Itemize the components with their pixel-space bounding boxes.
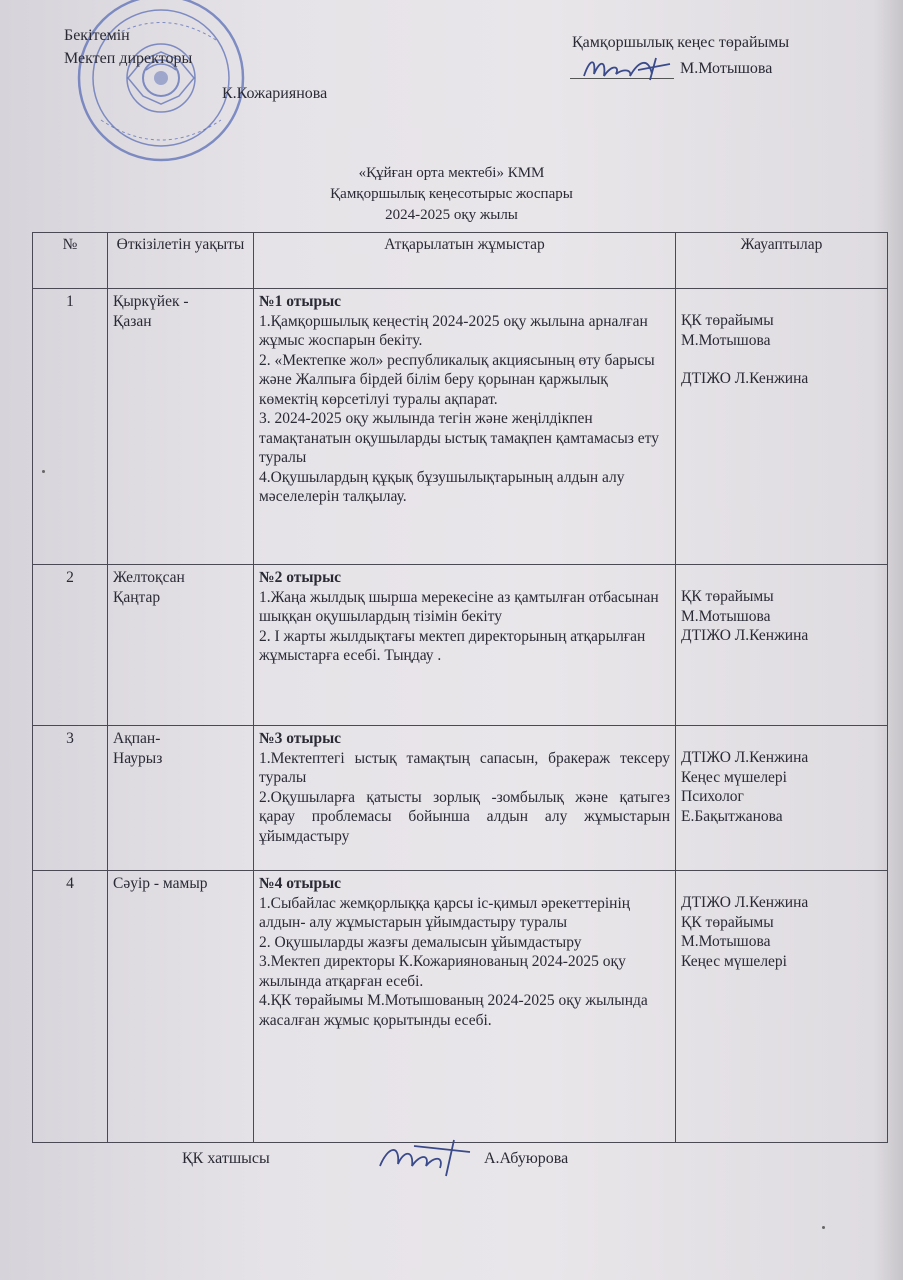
row-number: 4 xyxy=(33,871,108,1143)
secretary-signature-icon xyxy=(374,1136,478,1180)
responsible-line: ҚК төрайымы xyxy=(681,913,774,931)
title-line-3: 2024-2025 оқу жылы xyxy=(385,207,518,223)
row-time xyxy=(108,726,254,871)
secretary-name: А.Абуюрова xyxy=(484,1150,569,1167)
approval-block xyxy=(64,24,328,102)
paper-speck xyxy=(822,1226,825,1229)
time-line: Қаңтар xyxy=(113,588,161,606)
title-line-2: Қамқоршылық кеңесотырыс жоспары xyxy=(330,186,573,202)
council-chair-signature-icon xyxy=(580,50,676,86)
responsible-line: Кеңес мүшелері xyxy=(681,768,787,786)
work-item: 3.Мектеп директоры К.Кожарияновaның 2024-2025 оқу жылында атқарған есебі. xyxy=(259,953,626,990)
council-chair-name: М.Мотышова xyxy=(680,60,773,77)
work-item: 2. І жарты жылдықтағы мектеп директорының атқарылған жұмыстарға есебі. Тыңдау . xyxy=(259,627,646,664)
responsible-line xyxy=(681,350,882,369)
row-number: 1 xyxy=(33,289,108,565)
time-line: Қазан xyxy=(113,312,152,330)
time-line: Қыркүйек - xyxy=(113,293,189,310)
responsible-line: ДТІЖО Л.Кенжина xyxy=(681,749,809,766)
session-title: №4 отырыс xyxy=(259,875,342,892)
row-responsible xyxy=(676,289,888,565)
header-time: Өткізілетін уақыты xyxy=(108,233,254,289)
session-title: №2 отырыс xyxy=(259,569,342,586)
row-time xyxy=(108,871,254,1143)
responsible-line: М.Мотышова xyxy=(681,607,771,625)
work-item: 1.Сыбайлас жемқорлыққа қарсы іс-қимыл әрекеттерінің алдын- алу жұмыстарын ұйымдастыру туралы xyxy=(259,894,631,931)
meeting-plan-table xyxy=(32,232,888,1143)
document-title xyxy=(0,163,903,226)
time-line: Сәуір - мамыр xyxy=(113,875,208,892)
title-line-1: «Құйған орта мектебі» КММ xyxy=(358,165,545,181)
header-responsible: Жауаптылар xyxy=(676,233,888,289)
time-line: Ақпан- xyxy=(113,730,161,747)
session-title: №3 отырыс xyxy=(259,730,342,747)
director-title: Мектеп директоры xyxy=(64,50,193,67)
session-title: №1 отырыс xyxy=(259,293,342,310)
header-works: Атқарылатын жұмыстар xyxy=(254,233,676,289)
council-chair-title: Қамқоршылық кеңес төрайымы xyxy=(572,34,790,51)
work-item: 1.Қамқоршылық кеңестің 2024-2025 оқу жылына арналған жұмыс жоспарын бекіту. xyxy=(259,312,648,349)
time-line: Желтоқсан xyxy=(113,569,185,586)
table-header-row xyxy=(33,233,888,289)
time-line: Наурыз xyxy=(113,749,163,767)
work-item: 4.ҚК төрайымы М.Мотышованың 2024-2025 оқу жылында жасалған жұмыс қорытынды есебі. xyxy=(259,992,648,1029)
work-item: 1.Мектептегі ыстық тамақтың сапасын, бракераж тексеру туралы xyxy=(259,749,670,786)
table-row xyxy=(33,726,888,871)
responsible-line: М.Мотышова xyxy=(681,331,771,349)
work-item: 2. «Мектепке жол» республикалық акциясының өту барысы және Жалпыға бірдей білім беру қорынан қаржылық көмектің көрсетілуі туралы ақпарат. xyxy=(259,351,655,408)
approve-label: Бекітемін xyxy=(64,27,130,44)
secretary-title: ҚК хатшысы xyxy=(182,1150,270,1167)
responsible-line: Кеңес мүшелері xyxy=(681,952,787,970)
row-works xyxy=(254,289,676,565)
responsible-line: Психолог xyxy=(681,788,744,805)
work-item: 4.Оқушылардың құқық бұзушылықтарының алдын алу мәселелерін талқылау. xyxy=(259,468,625,505)
row-number: 2 xyxy=(33,565,108,726)
table-row xyxy=(33,289,888,565)
table-row xyxy=(33,565,888,726)
row-works xyxy=(254,726,676,871)
work-item: 2.Оқушыларға қатысты зорлық -зомбылық және қатыгез қарау проблемасы бойынша алдын алу жұмыстарын ұйымдастыру xyxy=(259,788,670,845)
row-responsible xyxy=(676,871,888,1143)
work-item: 3. 2024-2025 оқу жылында тегін және жеңілдікпен тамақтанатын оқушыларды ыстық тамақпен қамтамасыз ету туралы xyxy=(259,410,659,466)
header-num: № xyxy=(33,233,108,289)
director-name: К.Кожариянова xyxy=(222,85,328,102)
row-responsible xyxy=(676,726,888,871)
row-works xyxy=(254,565,676,726)
responsible-line: Е.Бақытжанова xyxy=(681,807,783,825)
row-time xyxy=(108,289,254,565)
row-time xyxy=(108,565,254,726)
row-works xyxy=(254,871,676,1143)
row-responsible xyxy=(676,565,888,726)
responsible-line: ҚК төрайымы xyxy=(681,312,774,329)
work-item: 1.Жаңа жылдық шырша мерекесіне аз қамтылған отбасынан шыққан оқушылардың тізімін бекіту xyxy=(259,588,659,625)
responsible-line: ДТІЖО Л.Кенжина xyxy=(681,627,809,644)
row-number: 3 xyxy=(33,726,108,871)
responsible-line: ДТІЖО Л.Кенжина xyxy=(681,894,809,911)
work-item: 2. Оқушыларды жазғы демалысын ұйымдастыру xyxy=(259,933,582,951)
paper-speck xyxy=(42,470,45,473)
responsible-line: ҚК төрайымы xyxy=(681,588,774,605)
table-row xyxy=(33,871,888,1143)
responsible-line: ДТІЖО Л.Кенжина xyxy=(681,370,809,387)
responsible-line: М.Мотышова xyxy=(681,933,771,950)
